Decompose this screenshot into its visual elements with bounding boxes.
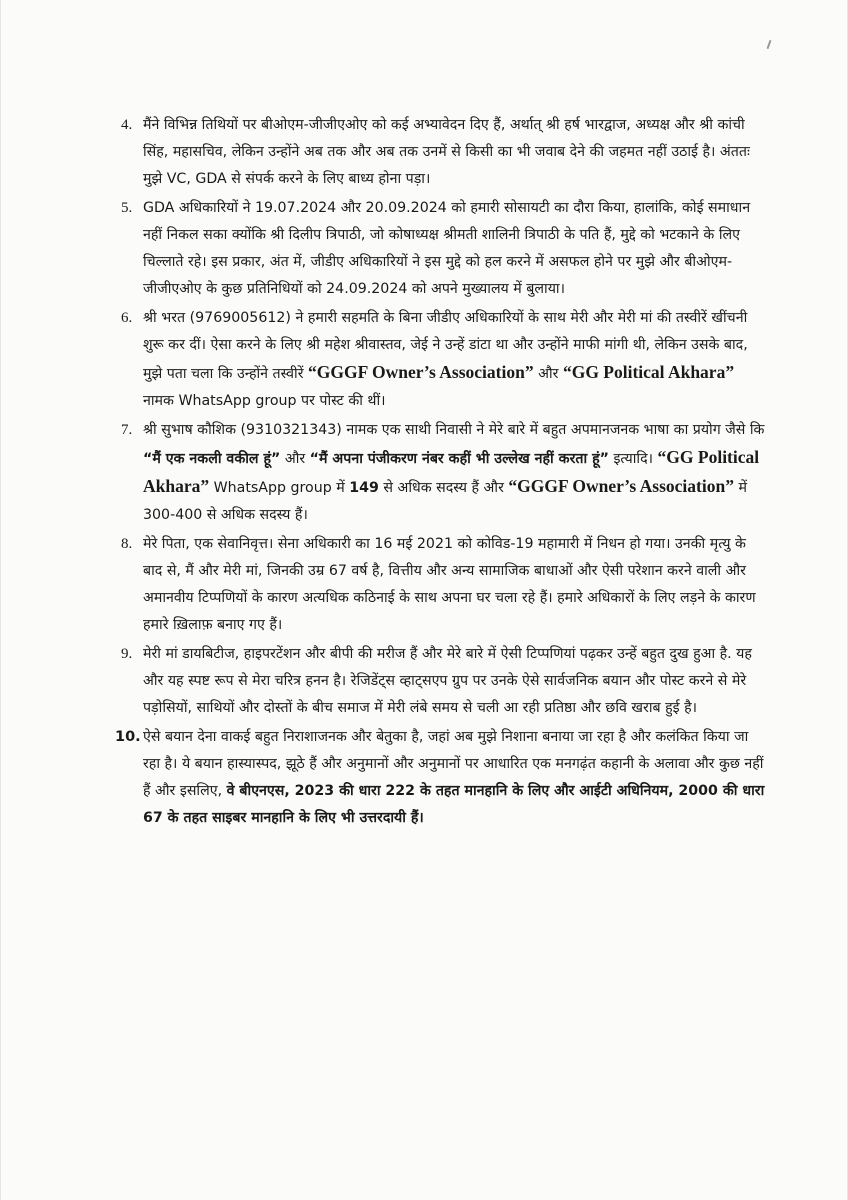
list-item-6	[115, 305, 765, 415]
item-text	[143, 724, 765, 832]
group-name-bold: “GG Political Akhara”	[143, 447, 760, 496]
list-item-8	[115, 531, 765, 639]
list-item-5	[115, 195, 765, 303]
list-item-9	[115, 641, 765, 722]
text-segment: इत्यादि।	[613, 451, 654, 467]
numbered-list	[115, 112, 765, 834]
text-segment: ऐसे बयान देना वाकई बहुत निराशाजनक और बेतुका है, जहां अब मुझे निशाना बनाया जा रहा है और कलंकित किया जा रहा है। ये बयान हास्यास्पद, झूठे हैं और अनुमानों और अनुमानों पर आधारित एक मनगढ़ंत कहानी के अलावा और कुछ नहीं हैं और इसलिए,	[143, 729, 764, 799]
list-item-4	[115, 112, 765, 193]
group-name-bold: “GGGF Owner’s Association”	[308, 362, 534, 382]
item-number: 9.	[121, 646, 133, 662]
item-text: मैंने विभिन्न तिथियों पर बीओएम-जीजीएओए को कई अभ्यावेदन दिए हैं, अर्थात् श्री हर्ष भारद्वाज, अध्यक्ष और श्री कांची सिंह, महासचिव, लेकिन उन्होंने अब तक और अब तक उनमें से किसी का भी जवाब देने की जहमत नहीं उठाई है। अंततः मुझे VC, GDA से संपर्क करने के लिए बाध्य होना पड़ा।	[143, 117, 750, 187]
item-text: GDA अधिकारियों ने 19.07.2024 और 20.09.2024 को हमारी सोसायटी का दौरा किया, हालांकि, कोई समाधान नहीं निकल सका क्योंकि श्री दिलीप त्रिपाठी, जो कोषाध्यक्ष श्रीमती शालिनी त्रिपाठी के पति हैं, मुद्दे को भटकाने के लिए चिल्लाते रहे। इस प्रकार, अंत में, जीडीए अधिकारियों ने इस मुद्दे को हल करने में असफल होने पर मुझे और बीओएम-जीजीएओए के कुछ प्रतिनिधियों को 24.09.2024 को अपने मुख्यालय में बुलाया।	[143, 200, 751, 297]
group-name-bold: “GGGF Owner’s Association”	[508, 476, 734, 496]
item-number: 7.	[121, 422, 133, 438]
text-segment: WhatsApp group में	[213, 480, 345, 496]
item-number: 10.	[115, 729, 141, 745]
text-segment: नामक WhatsApp group पर पोस्ट की थीं।	[143, 393, 386, 409]
text-segment: से अधिक सदस्य हैं और	[383, 480, 504, 496]
member-count-bold: 149	[349, 480, 379, 496]
item-number: 4.	[121, 117, 133, 133]
item-number: 5.	[121, 200, 133, 216]
quote-bold: “मैं एक नकली वकील हूं”	[143, 451, 281, 467]
item-number: 6.	[121, 310, 133, 326]
item-text	[143, 417, 765, 529]
item-text: मेरे पिता, एक सेवानिवृत्त। सेना अधिकारी का 16 मई 2021 को कोविड-19 महामारी में निधन हो गया। उनकी मृत्यु के बाद से, मैं और मेरी मां, जिनकी उम्र 67 वर्ष है, वित्तीय और अन्य सामाजिक बाधाओं और ऐसी परेशान करने वाली और अमानवीय टिप्पणियों के कारण अत्यधिक कठिनाई के साथ अपना घर चला रहे हैं। हमारे अधिकारों के लिए लड़ने के कारण हमारे ख़िलाफ़ बनाए गए हैं।	[143, 536, 756, 633]
text-segment: और	[284, 451, 306, 467]
item-number: 8.	[121, 536, 133, 552]
list-item-7	[115, 417, 765, 529]
list-item-10	[115, 724, 765, 832]
pen-mark	[767, 40, 772, 49]
item-text: मेरी मां डायबिटीज, हाइपरटेंशन और बीपी की मरीज हैं और मेरे बारे में ऐसी टिप्पणियां पढ़कर उन्हें बहुत दुख हुआ है. यह और यह स्पष्ट रूप से मेरा चरित्र हनन है। रेजिडेंट्स व्हाट्सएप ग्रुप पर उनके ऐसे सार्वजनिक बयान और पोस्ट करने से मेरे पड़ोसियों, साथियों और दोस्तों के बीच समाज में मेरी लंबे समय से चली आ रही प्रतिष्ठा और छवि खराब हुई है।	[143, 646, 752, 716]
quote-bold: “मैं अपना पंजीकरण नंबर कहीं भी उल्लेख नहीं करता हूं”	[309, 451, 609, 467]
text-segment: और	[538, 366, 559, 382]
text-segment: श्री भरत (9769005612) ने हमारी सहमति के बिना जीडीए अधिकारियों के साथ मेरी और मेरी मां की तस्वीरें खींचनी शुरू कर दीं। ऐसा करने के लिए श्री महेश श्रीवास्तव, जेई ने उन्हें डांटा था और उन्होंने माफी मांगी थी, लेकिन उसके बाद, मुझे पता चला कि उन्होंने तस्वीरें	[143, 310, 748, 382]
item-text	[143, 305, 765, 415]
group-name-bold: “GG Political Akhara”	[562, 362, 735, 382]
text-segment: में 300-400 से अधिक सदस्य हैं।	[143, 480, 747, 523]
text-segment: श्री सुभाष कौशिक (9310321343) नामक एक साथी निवासी ने मेरे बारे में बहुत अपमानजनक भाषा का प्रयोग जैसे कि	[143, 422, 765, 438]
liability-statement-bold: वे बीएनएस, 2023 की धारा 222 के तहत मानहानि के लिए और आईटी अधिनियम, 2000 की धारा 67 के तहत साइबर मानहानि के लिए भी उत्तरदायी हैं।	[143, 783, 765, 826]
